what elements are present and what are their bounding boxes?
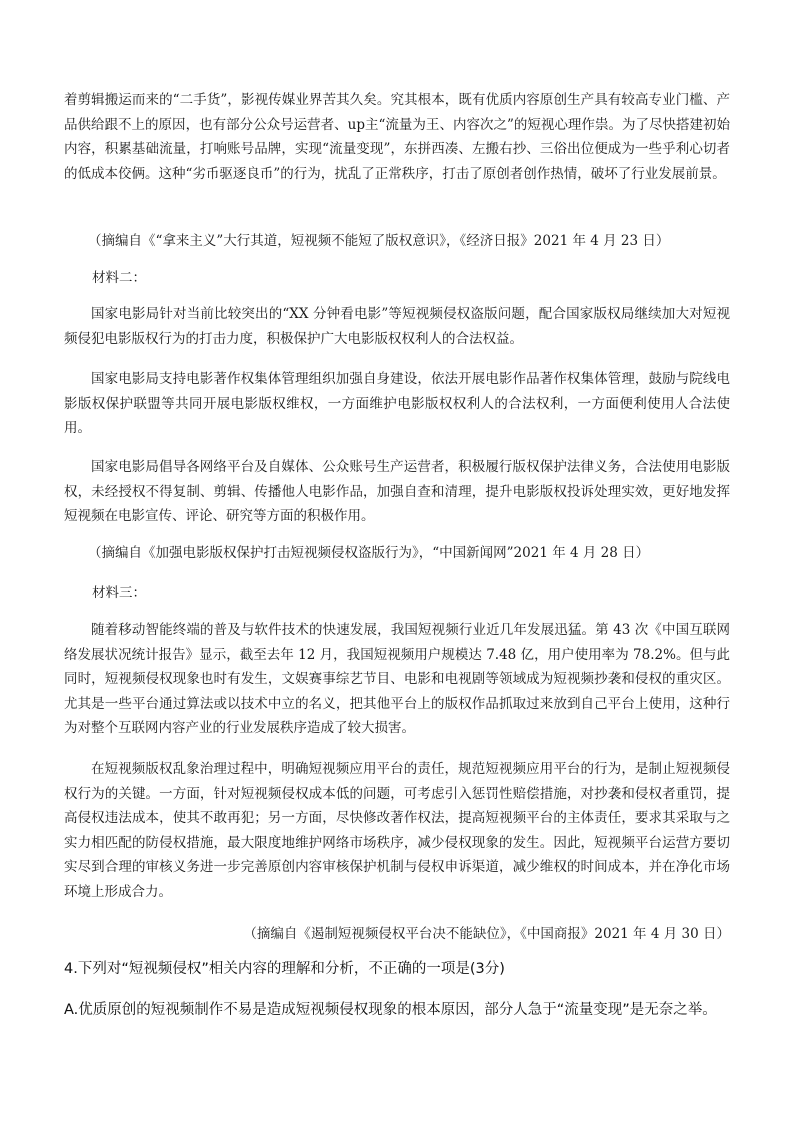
question-4-stem: 4.下列对“短视频侵权”相关内容的理解和分析，不正确的一项是(3分)	[64, 961, 505, 977]
material2-paragraph-1: 国家电影局针对当前比较突出的“XX 分钟看电影”等短视频侵权盗版问题，配合国家版权局继续加大对短视频侵犯电影版权行为的打击力度，积极保护广大电影版权权利人的合法权益。	[64, 306, 730, 347]
material1-source: （摘编自《“拿来主义”大行其道，短视频不能短了版权意识》，《经济日报》2021 年 4 月 23 日）	[88, 233, 670, 249]
material2-source: （摘编自《加强电影版权保护打击短视频侵权盗版行为》，“中国新闻网”2021 年 4 月 28 日）	[88, 545, 650, 561]
material3-paragraph-1: 随着移动智能终端的普及与软件技术的快速发展，我国短视频行业近几年发展迅猛。第 43 次《中国互联网络发展状况统计报告》显示，截至去年 12 月，我国短视频用户规模达 7.48 亿，用户使用率为 78.2%。但与此同时，短视频侵权现象也时有发生，文娱赛事综艺节目、电影和电视剧等领域成为短视频抄袭和侵权的重灾区。尤其是一些平台通过算法或以技术中立的名义，把其他平台上的版权作品抓取过来放到自己平台上使用，这种行为对整个互联网内容产业的行业发展秩序造成了较大损害。	[64, 622, 730, 736]
material2-heading: 材料二：	[92, 270, 146, 286]
material3-paragraph-2: 在短视频版权乱象治理过程中，明确短视频应用平台的责任，规范短视频应用平台的行为，是制止短视频侵权行为的关键。一方面，针对短视频侵权成本低的问题，可考虑引入惩罚性赔偿措施，对抄袭和侵权者重罚，提高侵权违法成本，使其不敢再犯；另一方面，尽快修改著作权法，提高短视频平台的主体责任，要求其采取与之实力相匹配的防侵权措施，最大限度地维护网络市场秩序，减少侵权现象的发生。因此，短视频平台运营方要切实尽到合理的审核义务进一步完善原创内容审核保护机制与侵权申诉渠道，减少维权的时间成本，并在净化市场环境上形成合力。	[64, 761, 730, 900]
material2-paragraph-2: 国家电影局支持电影著作权集体管理组织加强自身建设，依法开展电影作品著作权集体管理，鼓励与院线电影版权保护联盟等共同开展电影版权维权，一方面维护电影版权权利人的合法权利，一方面便利使用人合法使用。	[64, 371, 730, 436]
question-4-option-a: A.优质原创的短视频制作不易是造成短视频侵权现象的根本原因，部分人急于“流量变现”是无奈之举。	[64, 1002, 717, 1018]
material3-source: （摘编自《遏制短视频侵权平台决不能缺位》，《中国商报》2021 年 4 月 30 日）	[243, 926, 730, 942]
material3-heading: 材料三：	[92, 585, 146, 601]
material2-paragraph-3: 国家电影局倡导各网络平台及自媒体、公众账号生产运营者，积极履行版权保护法律义务，合法使用电影版权，未经授权不得复制、剪辑、传播他人电影作品，加强自查和清理，提升电影版权投诉处理实效，更好地发挥短视频在电影宣传、评论、研究等方面的积极作用。	[64, 459, 730, 524]
material1-paragraph: 着剪辑搬运而来的“二手货”，影视传媒业界苦其久矣。究其根本，既有优质内容原创生产具有较高专业门槛、产品供给跟不上的原因，也有部分公众号运营者、up主“流量为王、内容次之”的短视心理作祟。为了尽快搭建初始内容，积累基础流量，打响账号品牌，实现“流量变现”，东拼西凑、左搬右抄、三俗出位便成为一些乎利心切者的低成本佼俩。这种“劣币驱逐良币”的行为，扰乱了正常秩序，打击了原创者创作热情，破坏了行业发展前景。	[64, 92, 730, 182]
